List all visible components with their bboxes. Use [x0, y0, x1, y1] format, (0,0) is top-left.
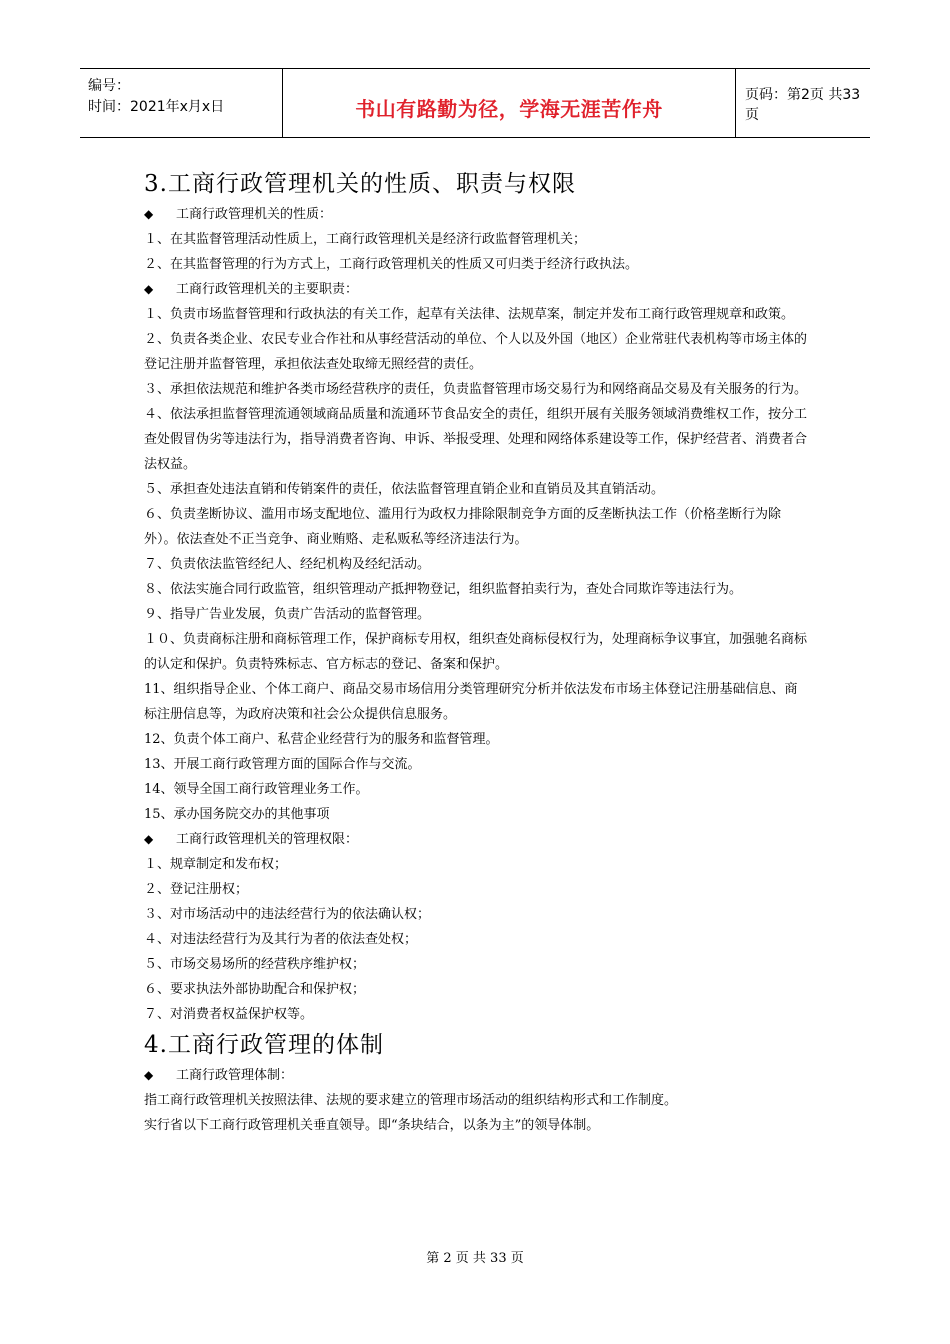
paragraph-line: 指工商行政管理机关按照法律、法规的要求建立的管理市场活动的组织结构形式和工作制度。: [144, 1093, 678, 1108]
document-number-label: 编号：: [88, 78, 130, 94]
list-item: ２、负责各类企业、农民专业合作社和从事经营活动的单位、个人以及外国（地区）企业常驻代表机构等市场主体的登记注册并监督管理，承担依法查处取缔无照经营的责任。: [144, 332, 808, 372]
list-item: ５、承担查处违法直销和传销案件的责任，依法监督管理直销企业和直销员及其直销活动。: [144, 482, 665, 497]
diamond-bullet-icon: ◆: [144, 1068, 154, 1082]
nature-heading: 工商行政管理机关的性质：: [176, 207, 333, 222]
list-item: ４、对违法经营行为及其行为者的依法查处权；: [144, 932, 418, 947]
list-item: ９、指导广告业发展，负责广告活动的监督管理。: [144, 607, 431, 622]
system-heading: 工商行政管理体制：: [176, 1068, 294, 1083]
list-item: ４、依法承担监督管理流通领域商品质量和流通环节食品安全的责任，组织开展有关服务领域消费维权工作，按分工查处假冒伪劣等违法行为，指导消费者咨询、申诉、举报受理、处理和网络体系建设等工作，保护经营者、消费者合法权益。: [144, 407, 808, 472]
diamond-bullet-icon: ◆: [144, 832, 154, 846]
list-item: １、规章制定和发布权；: [144, 857, 288, 872]
list-item: ５、市场交易场所的经营秩序维护权；: [144, 957, 366, 972]
authority-heading-line: [144, 827, 808, 852]
document-date-label: 时间：2021年x月x日: [88, 99, 225, 115]
list-item: ８、依法实施合同行政监管，组织管理动产抵押物登记，组织监督拍卖行为，查处合同欺诈等违法行为。: [144, 582, 743, 597]
section-4-title: 4.工商行政管理的体制: [144, 1032, 384, 1058]
list-item: ７、负责依法监管经纪人、经纪机构及经纪活动。: [144, 557, 431, 572]
list-item: ３、对市场活动中的违法经营行为的依法确认权；: [144, 907, 431, 922]
list-item: ３、承担依法规范和维护各类市场经营秩序的责任，负责监督管理市场交易行为和网络商品交易及有关服务的行为。: [144, 382, 808, 397]
duties-heading-line: [144, 277, 808, 302]
page-header: [80, 68, 870, 138]
page-footer: 第 2 页 共 33 页: [426, 1251, 524, 1266]
list-item: ６、负责垄断协议、滥用市场支配地位、滥用行为政权力排除限制竞争方面的反垄断执法工作（价格垄断行为除外）。依法查处不正当竞争、商业贿赂、走私贩私等经济违法行为。: [144, 507, 782, 547]
list-item: 13、开展工商行政管理方面的国际合作与交流。: [144, 757, 421, 772]
section-3-title: 3.工商行政管理机关的性质、职责与权限: [144, 171, 576, 197]
diamond-bullet-icon: ◆: [144, 282, 154, 296]
list-item: 15、承办国务院交办的其他事项: [144, 807, 330, 822]
nature-heading-line: [144, 202, 808, 227]
system-heading-line: [144, 1063, 808, 1088]
list-item: 11、组织指导企业、个体工商户、商品交易市场信用分类管理研究分析并依法发布市场主体登记注册基础信息、商标注册信息等，为政府决策和社会公众提供信息服务。: [144, 682, 798, 722]
document-body: [144, 166, 808, 1138]
authority-heading: 工商行政管理机关的管理权限：: [176, 832, 359, 847]
header-motto: 书山有路勤为径，学海无涯苦作舟: [355, 96, 663, 121]
list-item: ２、登记注册权；: [144, 882, 249, 897]
list-item: 12、负责个体工商户、私营企业经营行为的服务和监督管理。: [144, 732, 499, 747]
list-item: ２、在其监督管理的行为方式上，工商行政管理机关的性质又可归类于经济行政执法。: [144, 257, 639, 272]
list-item: 14、领导全国工商行政管理业务工作。: [144, 782, 369, 797]
list-item: ６、要求执法外部协助配合和保护权；: [144, 982, 366, 997]
header-motto-cell: [282, 69, 736, 137]
diamond-bullet-icon: ◆: [144, 207, 154, 221]
duties-heading: 工商行政管理机关的主要职责：: [176, 282, 359, 297]
list-item: １、负责市场监督管理和行政执法的有关工作，起草有关法律、法规草案，制定并发布工商行政管理规章和政策。: [144, 307, 795, 322]
list-item: １、在其监督管理活动性质上，工商行政管理机关是经济行政监督管理机关；: [144, 232, 587, 247]
list-item: １０、负责商标注册和商标管理工作，保护商标专用权，组织查处商标侵权行为，处理商标争议事宜，加强驰名商标的认定和保护。负责特殊标志、官方标志的登记、备案和保护。: [144, 632, 808, 672]
paragraph-line: 实行省以下工商行政管理机关垂直领导。即“条块结合，以条为主”的领导体制。: [144, 1118, 600, 1133]
header-page-cell: [735, 69, 870, 137]
header-meta-cell: [80, 69, 282, 137]
header-page-info: 页码：第2页 共33页: [745, 87, 861, 123]
list-item: ７、对消费者权益保护权等。: [144, 1007, 314, 1022]
